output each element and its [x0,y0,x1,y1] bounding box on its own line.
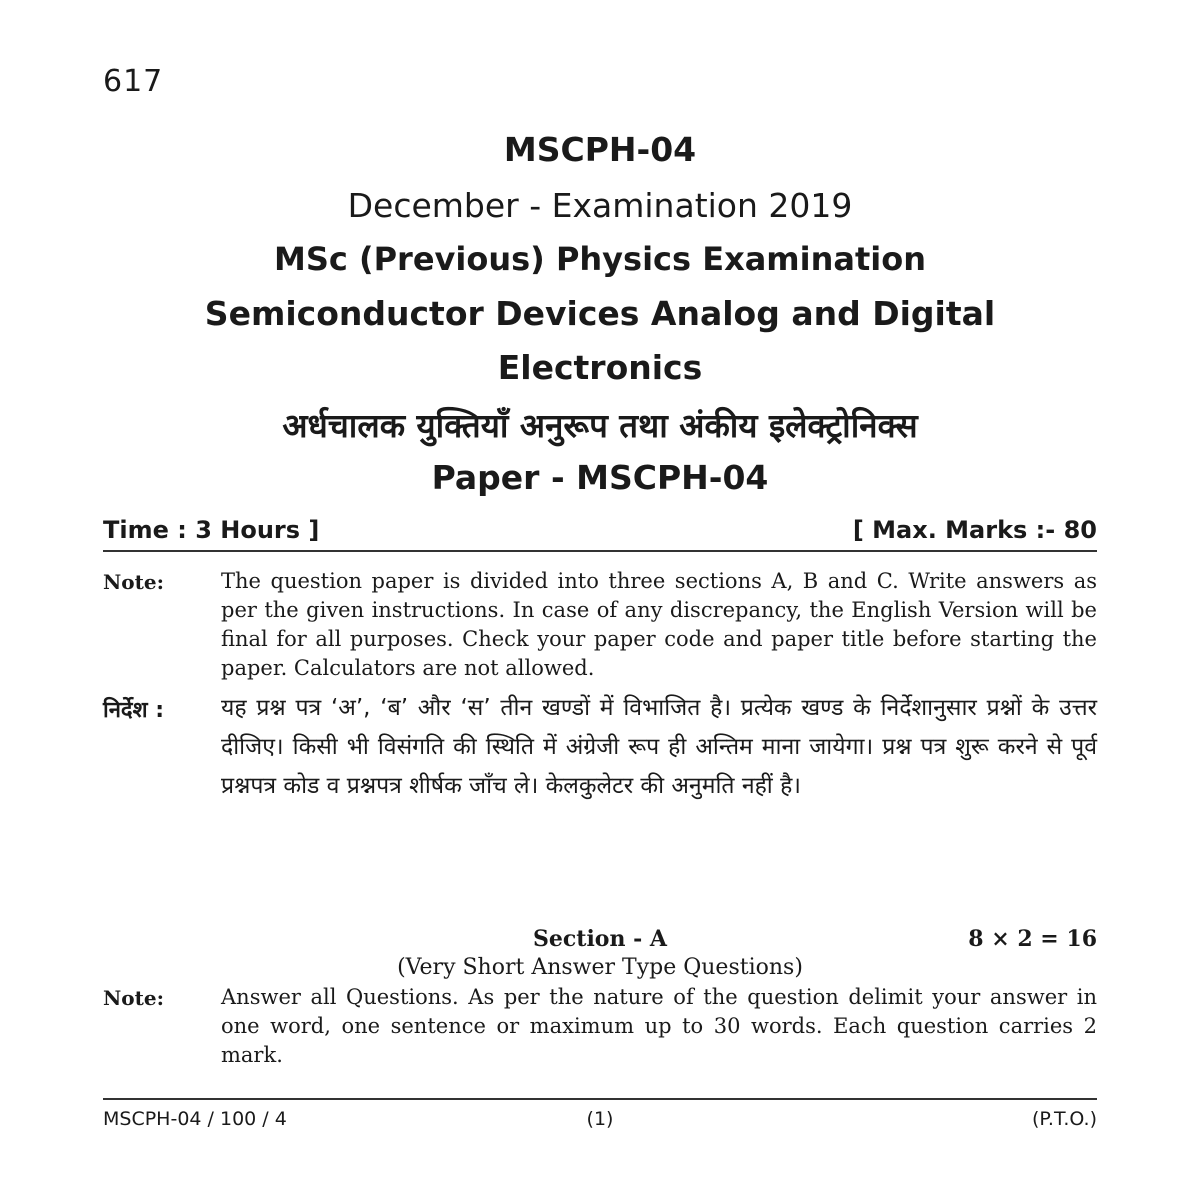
footer-pto: (P.T.O.) [1032,1108,1097,1130]
hindi-instruction-text: यह प्रश्न पत्र ‘अ’, ‘ब’ और ‘स’ तीन खण्डों में विभाजित है। प्रत्येक खण्ड के निर्देशानुसार प्रश्नों के उत्तर दीजिए। किसी भी विसंगति की स्थिति में अंग्रेजी रूप ही अन्तिम माना जायेगा। प्रश्न पत्र शुरू करने से पूर्व प्रश्नपत्र कोड व प्रश्नपत्र शीर्षक जाँच ले। केलकुलेटर की अनुमति नहीं है। [221,695,1097,799]
section-a-marks: 8 × 2 = 16 [968,926,1097,952]
subject-title-hindi: अर्धचालक युक्तियाँ अनुरूप तथा अंकीय इलेक्ट्रोनिक्स [282,406,918,445]
note-label: Note: [103,570,164,594]
exam-name: MSc (Previous) Physics Examination [273,240,927,278]
section-a-note-text: Answer all Questions. As per the nature of the question delimit your answer in one word, one sentence or maximum up to 30 words. Each question carries 2 mark. [221,985,1097,1067]
page-code: 617 [103,64,164,99]
section-a-title: Section - A [533,926,667,952]
note-text: The question paper is divided into three sections A, B and C. Write answers as per the given instructions. In case of any discrepancy, the English Version will be final for all purposes. Check your paper code and paper title before starting the paper. Calculators are not allowed. [221,569,1097,680]
hindi-instruction-label: निर्देश : [103,698,165,723]
exam-session: December - Examination 2019 [347,186,853,225]
time-allowed: Time : 3 Hours ] [103,516,320,544]
section-a-note-label: Note: [103,986,164,1010]
footer-page-number: (1) [586,1108,614,1130]
footer-divider [103,1098,1097,1100]
subject-title-english-line1: Semiconductor Devices Analog and Digital [204,294,996,333]
section-a-subtitle: (Very Short Answer Type Questions) [397,955,803,980]
paper-code-heading: MSCPH-04 [503,130,697,169]
paper-label: Paper - MSCPH-04 [431,458,769,497]
footer-paper-ref: MSCPH-04 / 100 / 4 [103,1108,287,1130]
header-divider [103,550,1097,552]
max-marks: [ Max. Marks :- 80 [852,516,1097,544]
subject-title-english-line2: Electronics [497,348,703,387]
